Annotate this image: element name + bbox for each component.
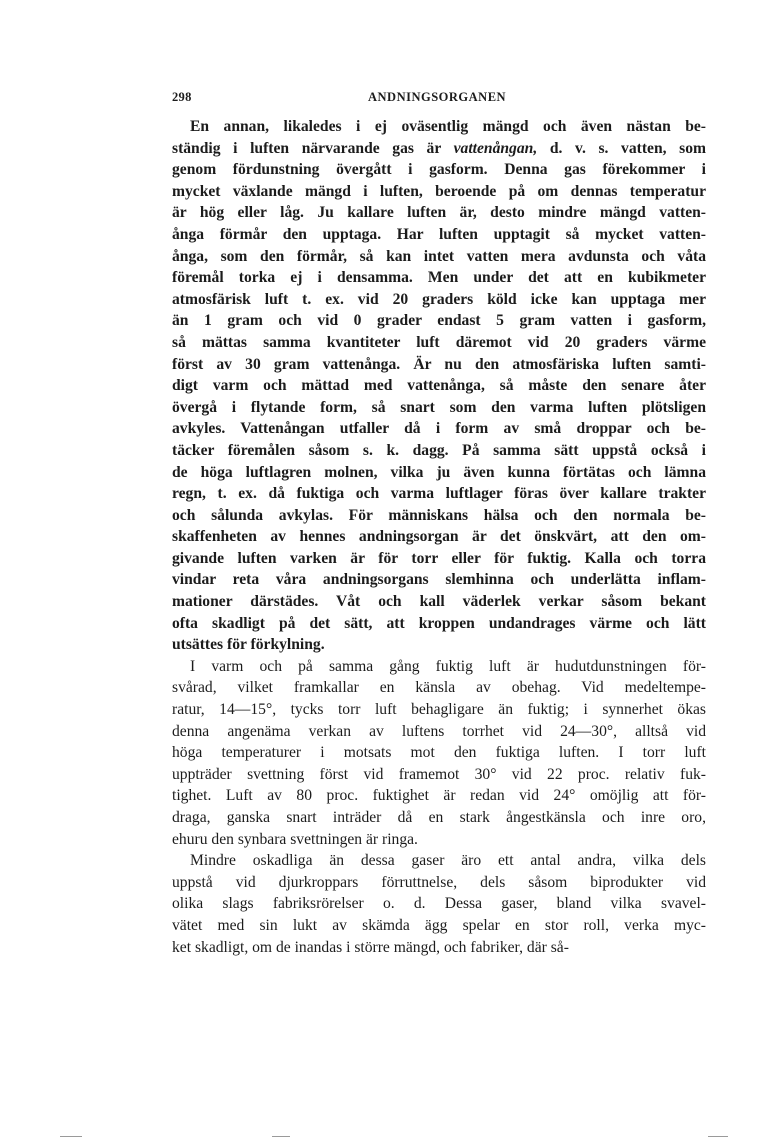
line-text: olika slags fabriksrörelser o. d. Dessa gaser, bland vilka svavel- <box>172 895 706 913</box>
scan-edge-mark <box>708 1136 728 1137</box>
line-text: digt varm och mättad med vattenånga, så måste den senare åter <box>172 377 706 395</box>
line-text: så mättas samma kvantiteter luft däremot vid 20 graders värme <box>172 333 706 351</box>
running-head: ANDNINGSORGANEN <box>368 90 507 104</box>
text-line <box>172 893 706 915</box>
line-text: regn, t. ex. då fuktiga och varma luftlager föras över kallare trakter <box>172 485 706 503</box>
line-text: Mindre oskadliga än dessa gaser äro ett antal andra, vilka dels <box>190 852 706 870</box>
text-line <box>172 375 706 397</box>
scan-edge-mark <box>272 1136 290 1137</box>
text-line <box>172 699 706 721</box>
line-text: ånga förmår den upptaga. Har luften upptagit så mycket vatten- <box>172 225 706 243</box>
line-text: vindar reta våra andningsorgans slemhinna och underlätta inflam- <box>172 571 706 589</box>
line-text: skaffenheten av hennes andningsorgan är det önskvärt, att den om- <box>172 528 706 546</box>
line-text: En annan, likaledes i ej oväsentlig mängd och även nästan be- <box>190 118 706 135</box>
italic-term: vattenångan, <box>453 139 538 157</box>
text-line <box>172 181 706 203</box>
line-text: denna angenäma verkan av luftens torrhet vid 24—30°, alltså vid <box>172 722 706 740</box>
line-text: uppstå vid djurkroppars förruttnelse, dels såsom biprodukter vid <box>172 873 706 891</box>
body-text <box>172 116 706 958</box>
line-text: genom fördunstning övergått i gasform. Denna gas förekommer i <box>172 161 706 179</box>
line-text: atmosfärisk luft t. ex. vid 20 graders köld icke kan upptaga mer <box>172 290 706 308</box>
line-text: utsättes för förkylning. <box>172 636 325 654</box>
line-text: än 1 gram och vid 0 grader endast 5 gram vatten i gasform, <box>172 312 706 330</box>
text-line <box>172 721 706 743</box>
line-text: de höga luftlagren molnen, vilka ju även kunna förtätas och lämna <box>172 463 706 481</box>
text-line <box>172 677 706 699</box>
text-line <box>172 850 706 872</box>
text-line <box>172 202 706 224</box>
line-text: är hög eller låg. Ju kallare luften är, desto mindre mängd vatten- <box>172 204 706 222</box>
line-text: uppträder svettning först vid framemot 30° vid 22 proc. relativ fuk- <box>172 765 706 783</box>
line-text: täcker föremålen såsom s. k. dagg. På samma sätt uppstå också i <box>172 441 706 459</box>
text-line <box>172 807 706 829</box>
text-line <box>172 116 706 138</box>
line-text: avkyles. Vattenångan utfaller då i form av små droppar och be- <box>172 420 706 438</box>
text-line <box>172 418 706 440</box>
text-line <box>172 764 706 786</box>
line-text: ehuru den synbara svettningen är ringa. <box>172 830 418 848</box>
line-text: höga temperaturer i motsats mot den fuktiga luften. I torr luft <box>172 744 706 762</box>
text-line <box>172 872 706 894</box>
text-line <box>172 483 706 505</box>
text-line <box>172 224 706 246</box>
text-line <box>172 656 706 678</box>
line-text: mationer därstädes. Våt och kall väderlek verkar såsom bekant <box>172 593 706 611</box>
line-text: först av 30 gram vattenånga. Är nu den atmosfäriska luften samti- <box>172 355 706 373</box>
line-text: draga, ganska snart inträder då en stark ångestkänsla och inre oro, <box>172 809 706 826</box>
line-text: mycket växlande mängd i luften, beroende på om dennas temperatur <box>172 182 706 200</box>
page-number: 298 <box>172 90 192 104</box>
text-line <box>172 591 706 613</box>
line-text: svårad, vilket framkallar en känsla av obehag. Vid medeltempe- <box>172 679 706 697</box>
text-line <box>172 829 706 851</box>
text-line <box>172 634 706 656</box>
scan-edge-mark <box>60 1136 82 1137</box>
line-text: vätet med sin lukt av skämda ägg spelar en stor roll, verka myc- <box>172 916 706 934</box>
line-text: ofta skadligt på det sätt, att kroppen undandrages värme och lätt <box>172 614 706 632</box>
line-text: ständig i luften närvarande gas är <box>172 139 454 157</box>
paragraph-2 <box>172 656 706 850</box>
text-line <box>172 289 706 311</box>
paragraph-3 <box>172 850 706 958</box>
text-line <box>172 505 706 527</box>
line-text: d. v. s. vatten, som <box>537 139 706 157</box>
line-text: ket skadligt, om de inandas i större mängd, och fabriker, där så- <box>172 938 569 956</box>
line-text: tighet. Luft av 80 proc. fuktighet är redan vid 24° omöjlig att för- <box>172 787 706 805</box>
line-text: givande luften varken är för torr eller för fuktig. Kalla och torra <box>172 549 706 567</box>
text-line <box>172 937 706 959</box>
text-line <box>172 310 706 332</box>
text-line <box>172 440 706 462</box>
text-line <box>172 613 706 635</box>
text-line <box>172 915 706 937</box>
text-line <box>172 267 706 289</box>
text-line <box>172 462 706 484</box>
page-header <box>172 90 706 110</box>
line-text: föremål torka ej i densamma. Men under det att en kubikmeter <box>172 269 706 287</box>
text-line <box>172 569 706 591</box>
line-text: ratur, 14—15°, tycks torr luft behagligare än fuktig; i synnerhet ökas <box>172 701 706 719</box>
text-line <box>172 354 706 376</box>
text-line <box>172 397 706 419</box>
text-line <box>172 138 706 160</box>
line-text: I varm och på samma gång fuktig luft är hudutdunstningen för- <box>190 657 706 675</box>
text-line <box>172 548 706 570</box>
text-line <box>172 742 706 764</box>
text-line <box>172 785 706 807</box>
line-text: och sålunda avkylas. För människans hälsa och den normala be- <box>172 506 706 524</box>
line-text: ånga, som den förmår, så kan intet vatten mera avdunsta och våta <box>172 247 706 265</box>
line-text: övergå i flytande form, så snart som den varma luften plötsligen <box>172 398 706 416</box>
text-line <box>172 332 706 354</box>
paragraph-1 <box>172 116 706 656</box>
text-line <box>172 246 706 268</box>
text-line <box>172 159 706 181</box>
text-line <box>172 526 706 548</box>
